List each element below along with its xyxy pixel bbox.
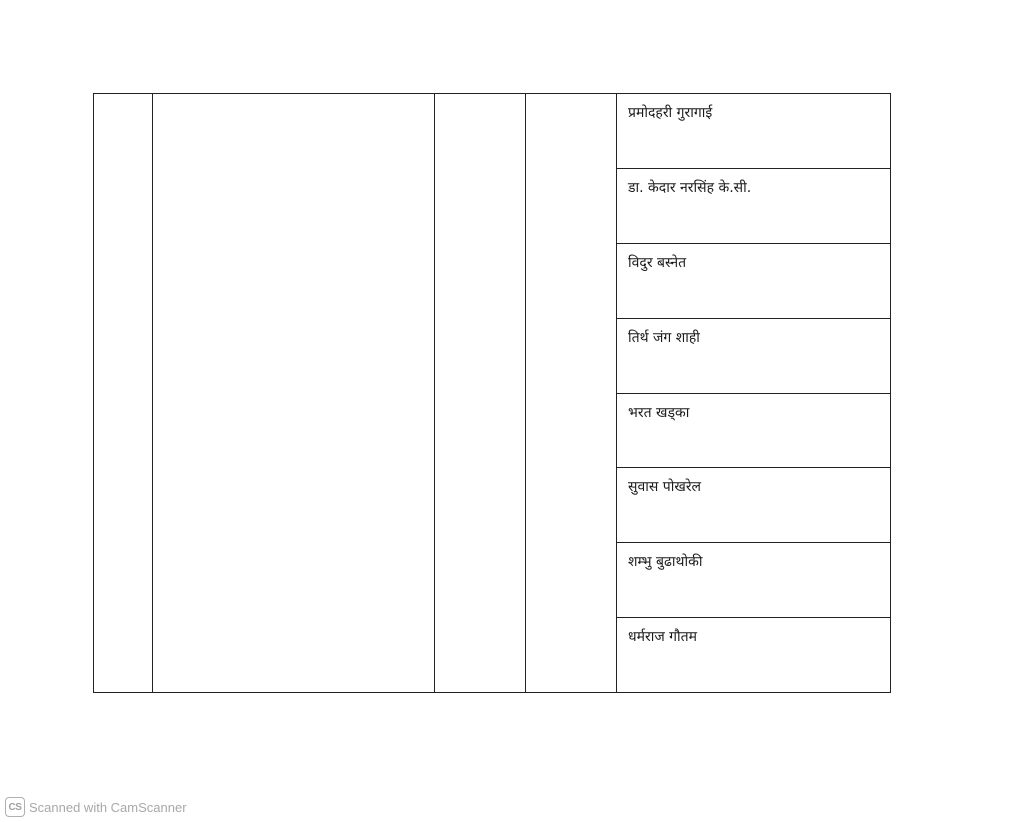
person-name: प्रमोदहरी गुरागाई (628, 105, 713, 121)
person-name: डा. केदार नरसिंह के.सी. (628, 179, 752, 196)
person-name: शम्भु बुढाथोकी (628, 554, 703, 571)
name-cell (617, 543, 891, 618)
serial-column-cell (94, 94, 153, 693)
name-cell (617, 318, 891, 393)
name-cell (617, 243, 891, 318)
person-name: भरत खड्का (628, 404, 690, 421)
person-name: सुवास पोखरेल (628, 479, 702, 496)
table-row (94, 94, 891, 169)
camscanner-logo-icon: CS (5, 797, 25, 817)
name-cell (617, 618, 891, 693)
person-name: विदुर बस्नेत (628, 254, 687, 271)
watermark-text: Scanned with CamScanner (29, 799, 187, 815)
name-cell (617, 168, 891, 243)
camscanner-watermark (5, 796, 187, 818)
document-table (93, 93, 891, 693)
empty-column-cell (435, 94, 526, 693)
name-cell (617, 468, 891, 543)
name-cell (617, 94, 891, 169)
empty-column-cell (526, 94, 617, 693)
name-cell (617, 393, 891, 468)
person-name: तिर्थ जंग शाही (628, 329, 700, 346)
person-name: धर्मराज गौतम (628, 629, 698, 646)
description-column-cell (153, 94, 435, 693)
